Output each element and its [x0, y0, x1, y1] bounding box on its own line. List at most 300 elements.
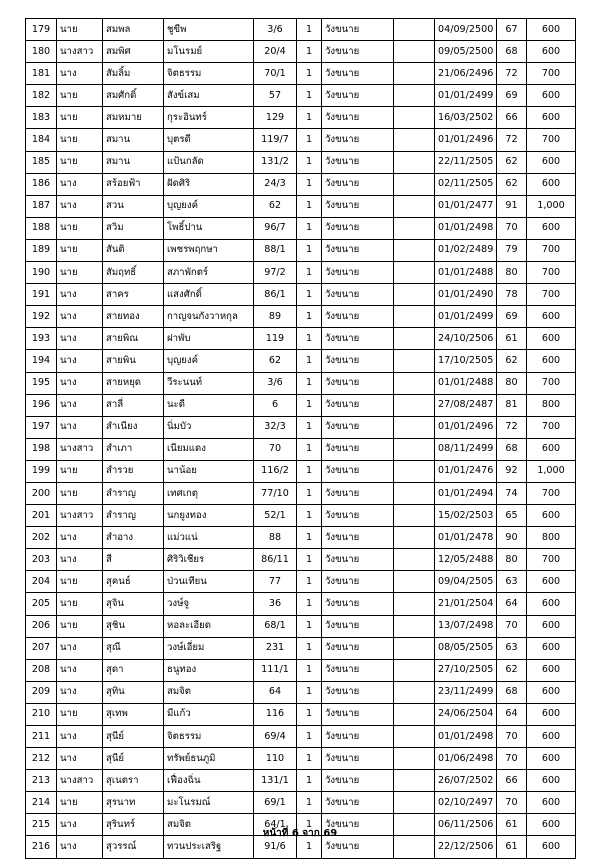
- row-number-cell: 193: [26, 328, 57, 350]
- first-name-cell: สมหมาย: [103, 107, 164, 129]
- birth-date-cell: 02/10/2497: [435, 792, 497, 814]
- name-prefix-cell: นาง: [57, 527, 103, 549]
- row-number-cell: 206: [26, 615, 57, 637]
- village-number-cell: 1: [297, 173, 322, 195]
- last-name-cell: สังข์เสม: [164, 85, 254, 107]
- birth-date-cell: 01/01/2478: [435, 527, 497, 549]
- table-row: [26, 505, 576, 527]
- name-prefix-cell: นาง: [57, 748, 103, 770]
- empty-cell: [394, 615, 435, 637]
- allowance-amount-cell: 600: [527, 770, 576, 792]
- empty-cell: [394, 593, 435, 615]
- empty-cell: [394, 505, 435, 527]
- first-name-cell: สมาน: [103, 151, 164, 173]
- empty-cell: [394, 659, 435, 681]
- first-name-cell: สุณี: [103, 637, 164, 659]
- empty-cell: [394, 703, 435, 725]
- table-row: [26, 195, 576, 217]
- allowance-amount-cell: 600: [527, 19, 576, 41]
- empty-cell: [394, 571, 435, 593]
- house-number-cell: 70: [254, 438, 297, 460]
- table-row: [26, 460, 576, 482]
- village-name-cell: วังขนาย: [322, 19, 394, 41]
- house-number-cell: 97/2: [254, 262, 297, 284]
- house-number-cell: 24/3: [254, 173, 297, 195]
- age-cell: 66: [497, 770, 527, 792]
- last-name-cell: แม่วแน่: [164, 527, 254, 549]
- empty-cell: [394, 637, 435, 659]
- row-number-cell: 186: [26, 173, 57, 195]
- row-number-cell: 197: [26, 416, 57, 438]
- village-number-cell: 1: [297, 814, 322, 836]
- allowance-amount-cell: 800: [527, 394, 576, 416]
- empty-cell: [394, 129, 435, 151]
- village-name-cell: วังขนาย: [322, 85, 394, 107]
- table-row: [26, 217, 576, 239]
- row-number-cell: 216: [26, 836, 57, 858]
- first-name-cell: สุวรรณ์: [103, 836, 164, 858]
- empty-cell: [394, 438, 435, 460]
- village-name-cell: วังขนาย: [322, 350, 394, 372]
- table-row: [26, 549, 576, 571]
- name-prefix-cell: นาง: [57, 394, 103, 416]
- house-number-cell: 131/1: [254, 770, 297, 792]
- first-name-cell: สาลี่: [103, 394, 164, 416]
- table-row: [26, 372, 576, 394]
- village-number-cell: 1: [297, 41, 322, 63]
- name-prefix-cell: นาย: [57, 571, 103, 593]
- row-number-cell: 212: [26, 748, 57, 770]
- village-name-cell: วังขนาย: [322, 328, 394, 350]
- village-number-cell: 1: [297, 836, 322, 858]
- house-number-cell: 69/1: [254, 792, 297, 814]
- empty-cell: [394, 527, 435, 549]
- village-name-cell: วังขนาย: [322, 703, 394, 725]
- first-name-cell: สุชิน: [103, 615, 164, 637]
- birth-date-cell: 01/01/2488: [435, 262, 497, 284]
- first-name-cell: สุนีย์: [103, 726, 164, 748]
- empty-cell: [394, 41, 435, 63]
- allowance-amount-cell: 600: [527, 173, 576, 195]
- age-cell: 66: [497, 107, 527, 129]
- first-name-cell: สมพิศ: [103, 41, 164, 63]
- age-cell: 68: [497, 41, 527, 63]
- house-number-cell: 119: [254, 328, 297, 350]
- house-number-cell: 119/7: [254, 129, 297, 151]
- village-number-cell: 1: [297, 129, 322, 151]
- house-number-cell: 131/2: [254, 151, 297, 173]
- village-name-cell: วังขนาย: [322, 129, 394, 151]
- first-name-cell: สี: [103, 549, 164, 571]
- village-name-cell: วังขนาย: [322, 593, 394, 615]
- empty-cell: [394, 726, 435, 748]
- empty-cell: [394, 792, 435, 814]
- age-cell: 70: [497, 217, 527, 239]
- name-prefix-cell: นาย: [57, 151, 103, 173]
- allowance-amount-cell: 600: [527, 814, 576, 836]
- first-name-cell: สำราญ: [103, 505, 164, 527]
- first-name-cell: สุเนตรา: [103, 770, 164, 792]
- allowance-amount-cell: 1,000: [527, 460, 576, 482]
- allowance-amount-cell: 600: [527, 681, 576, 703]
- first-name-cell: สุทิน: [103, 681, 164, 703]
- last-name-cell: เทศเกตุ: [164, 482, 254, 504]
- row-number-cell: 185: [26, 151, 57, 173]
- birth-date-cell: 21/06/2496: [435, 63, 497, 85]
- row-number-cell: 204: [26, 571, 57, 593]
- age-cell: 61: [497, 836, 527, 858]
- house-number-cell: 231: [254, 637, 297, 659]
- row-number-cell: 181: [26, 63, 57, 85]
- village-number-cell: 1: [297, 416, 322, 438]
- table-row: [26, 571, 576, 593]
- house-number-cell: 91/6: [254, 836, 297, 858]
- village-name-cell: วังขนาย: [322, 372, 394, 394]
- first-name-cell: สำรวย: [103, 460, 164, 482]
- table-row: [26, 63, 576, 85]
- allowance-amount-cell: 700: [527, 63, 576, 85]
- table-body: [26, 19, 576, 859]
- village-number-cell: 1: [297, 792, 322, 814]
- village-name-cell: วังขนาย: [322, 482, 394, 504]
- birth-date-cell: 26/07/2502: [435, 770, 497, 792]
- empty-cell: [394, 19, 435, 41]
- name-prefix-cell: นาง: [57, 814, 103, 836]
- village-name-cell: วังขนาย: [322, 637, 394, 659]
- age-cell: 64: [497, 703, 527, 725]
- village-number-cell: 1: [297, 217, 322, 239]
- empty-cell: [394, 350, 435, 372]
- birth-date-cell: 27/08/2487: [435, 394, 497, 416]
- age-cell: 91: [497, 195, 527, 217]
- last-name-cell: ธนูทอง: [164, 659, 254, 681]
- allowance-amount-cell: 600: [527, 615, 576, 637]
- table-row: [26, 726, 576, 748]
- row-number-cell: 195: [26, 372, 57, 394]
- last-name-cell: สมจิต: [164, 814, 254, 836]
- age-cell: 70: [497, 792, 527, 814]
- first-name-cell: สายพิน: [103, 350, 164, 372]
- house-number-cell: 64: [254, 681, 297, 703]
- table-row: [26, 239, 576, 261]
- empty-cell: [394, 372, 435, 394]
- house-number-cell: 69/4: [254, 726, 297, 748]
- house-number-cell: 3/6: [254, 372, 297, 394]
- first-name-cell: สมศักดิ์: [103, 85, 164, 107]
- birth-date-cell: 12/05/2488: [435, 549, 497, 571]
- village-name-cell: วังขนาย: [322, 505, 394, 527]
- age-cell: 79: [497, 239, 527, 261]
- village-name-cell: วังขนาย: [322, 416, 394, 438]
- first-name-cell: สวน: [103, 195, 164, 217]
- first-name-cell: สมพล: [103, 19, 164, 41]
- name-prefix-cell: นาย: [57, 107, 103, 129]
- house-number-cell: 32/3: [254, 416, 297, 438]
- birth-date-cell: 02/11/2505: [435, 173, 497, 195]
- name-prefix-cell: นางสาว: [57, 438, 103, 460]
- last-name-cell: จิตธรรม: [164, 63, 254, 85]
- allowance-amount-cell: 1,000: [527, 195, 576, 217]
- birth-date-cell: 01/01/2499: [435, 306, 497, 328]
- age-cell: 92: [497, 460, 527, 482]
- house-number-cell: 77: [254, 571, 297, 593]
- village-number-cell: 1: [297, 239, 322, 261]
- row-number-cell: 203: [26, 549, 57, 571]
- age-cell: 63: [497, 637, 527, 659]
- village-name-cell: วังขนาย: [322, 151, 394, 173]
- name-prefix-cell: นางสาว: [57, 505, 103, 527]
- row-number-cell: 188: [26, 217, 57, 239]
- empty-cell: [394, 284, 435, 306]
- name-prefix-cell: นาย: [57, 593, 103, 615]
- age-cell: 70: [497, 726, 527, 748]
- village-name-cell: วังขนาย: [322, 836, 394, 858]
- age-cell: 62: [497, 173, 527, 195]
- village-name-cell: วังขนาย: [322, 460, 394, 482]
- row-number-cell: 196: [26, 394, 57, 416]
- allowance-amount-cell: 600: [527, 350, 576, 372]
- last-name-cell: บุญยงค์: [164, 195, 254, 217]
- birth-date-cell: 01/01/2496: [435, 129, 497, 151]
- village-name-cell: วังขนาย: [322, 571, 394, 593]
- village-name-cell: วังขนาย: [322, 659, 394, 681]
- house-number-cell: 129: [254, 107, 297, 129]
- last-name-cell: กาญจนกังวาหกุล: [164, 306, 254, 328]
- empty-cell: [394, 460, 435, 482]
- allowance-amount-cell: 600: [527, 659, 576, 681]
- row-number-cell: 215: [26, 814, 57, 836]
- first-name-cell: สำอาง: [103, 527, 164, 549]
- table-row: [26, 306, 576, 328]
- allowance-amount-cell: 600: [527, 703, 576, 725]
- name-prefix-cell: นางสาว: [57, 770, 103, 792]
- village-number-cell: 1: [297, 306, 322, 328]
- empty-cell: [394, 217, 435, 239]
- last-name-cell: นกยูงทอง: [164, 505, 254, 527]
- birth-date-cell: 23/11/2499: [435, 681, 497, 703]
- village-name-cell: วังขนาย: [322, 814, 394, 836]
- last-name-cell: เฟื่องฉิ่น: [164, 770, 254, 792]
- name-prefix-cell: นาง: [57, 549, 103, 571]
- last-name-cell: ชูขีพ: [164, 19, 254, 41]
- age-cell: 81: [497, 394, 527, 416]
- birth-date-cell: 01/01/2476: [435, 460, 497, 482]
- table-row: [26, 593, 576, 615]
- age-cell: 62: [497, 350, 527, 372]
- table-row: [26, 748, 576, 770]
- birth-date-cell: 17/10/2505: [435, 350, 497, 372]
- allowance-amount-cell: 700: [527, 284, 576, 306]
- village-number-cell: 1: [297, 19, 322, 41]
- village-number-cell: 1: [297, 195, 322, 217]
- name-prefix-cell: นาง: [57, 328, 103, 350]
- house-number-cell: 62: [254, 195, 297, 217]
- birth-date-cell: 01/01/2499: [435, 85, 497, 107]
- allowance-amount-cell: 700: [527, 262, 576, 284]
- village-name-cell: วังขนาย: [322, 107, 394, 129]
- age-cell: 72: [497, 416, 527, 438]
- last-name-cell: บุญยงค์: [164, 350, 254, 372]
- village-number-cell: 1: [297, 505, 322, 527]
- empty-cell: [394, 63, 435, 85]
- birth-date-cell: 24/06/2504: [435, 703, 497, 725]
- house-number-cell: 110: [254, 748, 297, 770]
- name-prefix-cell: นาง: [57, 659, 103, 681]
- birth-date-cell: 09/04/2505: [435, 571, 497, 593]
- last-name-cell: สภาพักตร์: [164, 262, 254, 284]
- village-name-cell: วังขนาย: [322, 615, 394, 637]
- row-number-cell: 179: [26, 19, 57, 41]
- birth-date-cell: 13/07/2498: [435, 615, 497, 637]
- name-prefix-cell: นาย: [57, 129, 103, 151]
- row-number-cell: 214: [26, 792, 57, 814]
- village-number-cell: 1: [297, 527, 322, 549]
- row-number-cell: 182: [26, 85, 57, 107]
- first-name-cell: สำราญ: [103, 482, 164, 504]
- last-name-cell: เพชรพฤกษา: [164, 239, 254, 261]
- village-number-cell: 1: [297, 681, 322, 703]
- first-name-cell: สุรินทร์: [103, 814, 164, 836]
- table-row: [26, 107, 576, 129]
- name-prefix-cell: นาง: [57, 173, 103, 195]
- name-prefix-cell: นาย: [57, 217, 103, 239]
- last-name-cell: เนียมแดง: [164, 438, 254, 460]
- village-number-cell: 1: [297, 85, 322, 107]
- village-name-cell: วังขนาย: [322, 284, 394, 306]
- allowance-amount-cell: 800: [527, 527, 576, 549]
- house-number-cell: 88: [254, 527, 297, 549]
- village-number-cell: 1: [297, 328, 322, 350]
- table-row: [26, 173, 576, 195]
- allowance-amount-cell: 600: [527, 836, 576, 858]
- row-number-cell: 198: [26, 438, 57, 460]
- name-prefix-cell: นาย: [57, 85, 103, 107]
- age-cell: 90: [497, 527, 527, 549]
- village-number-cell: 1: [297, 460, 322, 482]
- house-number-cell: 96/7: [254, 217, 297, 239]
- allowance-amount-cell: 700: [527, 129, 576, 151]
- first-name-cell: สัมฤทธิ์: [103, 262, 164, 284]
- table-row: [26, 394, 576, 416]
- empty-cell: [394, 748, 435, 770]
- village-name-cell: วังขนาย: [322, 726, 394, 748]
- row-number-cell: 201: [26, 505, 57, 527]
- first-name-cell: สำเนียง: [103, 416, 164, 438]
- name-prefix-cell: นาย: [57, 792, 103, 814]
- name-prefix-cell: นาง: [57, 836, 103, 858]
- village-name-cell: วังขนาย: [322, 748, 394, 770]
- age-cell: 63: [497, 571, 527, 593]
- village-name-cell: วังขนาย: [322, 527, 394, 549]
- birth-date-cell: 22/11/2505: [435, 151, 497, 173]
- age-cell: 72: [497, 129, 527, 151]
- name-prefix-cell: นาง: [57, 306, 103, 328]
- village-number-cell: 1: [297, 549, 322, 571]
- house-number-cell: 36: [254, 593, 297, 615]
- allowance-amount-cell: 600: [527, 438, 576, 460]
- first-name-cell: สายหยุด: [103, 372, 164, 394]
- village-number-cell: 1: [297, 659, 322, 681]
- village-number-cell: 1: [297, 482, 322, 504]
- empty-cell: [394, 306, 435, 328]
- first-name-cell: สุจิน: [103, 593, 164, 615]
- age-cell: 64: [497, 593, 527, 615]
- name-prefix-cell: นาย: [57, 239, 103, 261]
- village-name-cell: วังขนาย: [322, 262, 394, 284]
- house-number-cell: 86/1: [254, 284, 297, 306]
- page-footer: หน้าที่ 6 จาก 69: [262, 828, 338, 839]
- allowance-amount-cell: 600: [527, 726, 576, 748]
- house-number-cell: 86/11: [254, 549, 297, 571]
- empty-cell: [394, 107, 435, 129]
- table-row: [26, 328, 576, 350]
- age-cell: 70: [497, 615, 527, 637]
- village-number-cell: 1: [297, 703, 322, 725]
- birth-date-cell: 08/11/2499: [435, 438, 497, 460]
- table-row: [26, 262, 576, 284]
- row-number-cell: 199: [26, 460, 57, 482]
- first-name-cell: สายพิณ: [103, 328, 164, 350]
- age-cell: 61: [497, 814, 527, 836]
- birth-date-cell: 16/03/2502: [435, 107, 497, 129]
- village-name-cell: วังขนาย: [322, 41, 394, 63]
- allowance-amount-cell: 600: [527, 217, 576, 239]
- last-name-cell: แป้นกลัด: [164, 151, 254, 173]
- row-number-cell: 187: [26, 195, 57, 217]
- village-number-cell: 1: [297, 726, 322, 748]
- row-number-cell: 191: [26, 284, 57, 306]
- table-row: [26, 770, 576, 792]
- house-number-cell: 89: [254, 306, 297, 328]
- table-row: [26, 681, 576, 703]
- last-name-cell: วงษ์เอี่ยม: [164, 637, 254, 659]
- row-number-cell: 207: [26, 637, 57, 659]
- empty-cell: [394, 195, 435, 217]
- row-number-cell: 192: [26, 306, 57, 328]
- age-cell: 65: [497, 505, 527, 527]
- last-name-cell: ฝัดศิริ: [164, 173, 254, 195]
- table-row: [26, 637, 576, 659]
- empty-cell: [394, 85, 435, 107]
- table-row: [26, 527, 576, 549]
- last-name-cell: โพธิ์ปาน: [164, 217, 254, 239]
- house-number-cell: 88/1: [254, 239, 297, 261]
- birth-date-cell: 24/10/2506: [435, 328, 497, 350]
- allowance-amount-cell: 600: [527, 107, 576, 129]
- name-prefix-cell: นาง: [57, 195, 103, 217]
- name-prefix-cell: นาง: [57, 416, 103, 438]
- allowance-amount-cell: 600: [527, 593, 576, 615]
- row-number-cell: 200: [26, 482, 57, 504]
- village-number-cell: 1: [297, 637, 322, 659]
- last-name-cell: วงษ์จู: [164, 593, 254, 615]
- village-number-cell: 1: [297, 394, 322, 416]
- table-row: [26, 85, 576, 107]
- allowance-amount-cell: 700: [527, 372, 576, 394]
- last-name-cell: แสงศักดิ์: [164, 284, 254, 306]
- allowance-amount-cell: 600: [527, 505, 576, 527]
- village-number-cell: 1: [297, 615, 322, 637]
- birth-date-cell: 27/10/2505: [435, 659, 497, 681]
- last-name-cell: มโนรมย์: [164, 41, 254, 63]
- house-number-cell: 111/1: [254, 659, 297, 681]
- house-number-cell: 77/10: [254, 482, 297, 504]
- row-number-cell: 211: [26, 726, 57, 748]
- allowance-amount-cell: 700: [527, 482, 576, 504]
- age-cell: 78: [497, 284, 527, 306]
- first-name-cell: สายทอง: [103, 306, 164, 328]
- village-number-cell: 1: [297, 350, 322, 372]
